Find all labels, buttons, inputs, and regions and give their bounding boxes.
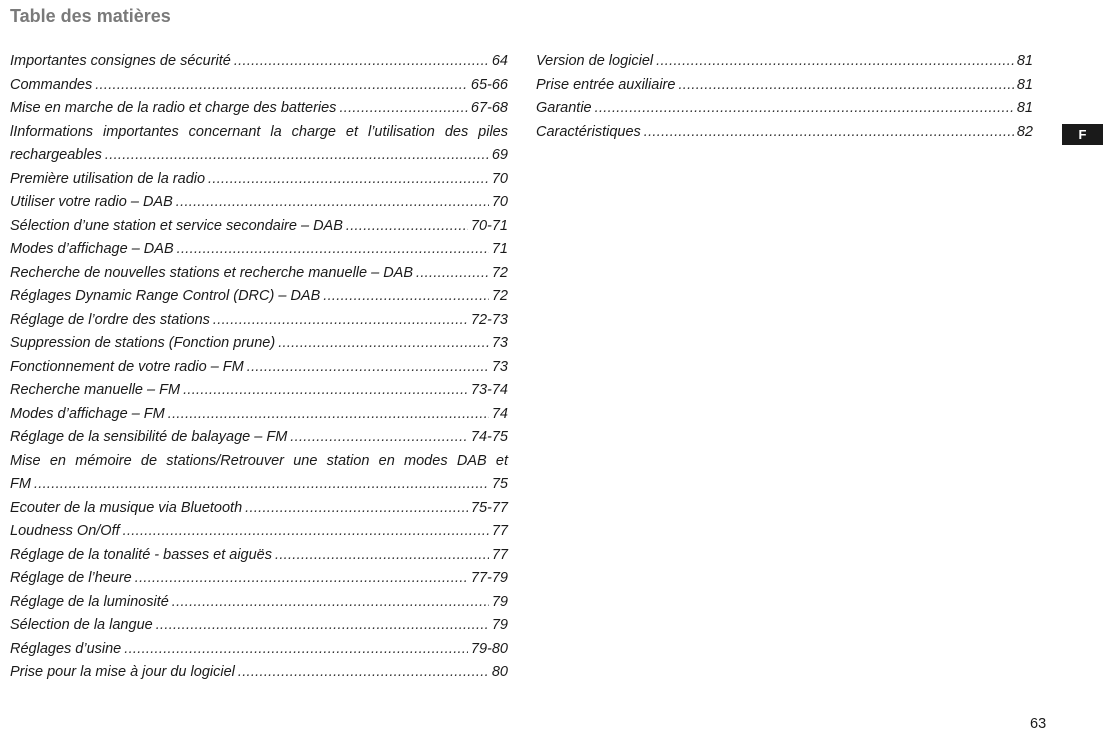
toc-entry-title: Réglage de la sensibilité de balayage – FM (10, 429, 288, 445)
toc-entry-title: Caractéristiques (536, 123, 641, 140)
toc-entry (10, 638, 508, 662)
toc-entry (10, 473, 508, 497)
toc-entry-page: 64 (491, 53, 508, 69)
toc-entry-page: 72 (491, 288, 508, 304)
toc-entry (10, 285, 508, 309)
dot-leader (339, 97, 467, 121)
dot-leader (234, 50, 489, 74)
dot-leader (105, 144, 489, 168)
toc-entry-page: 72 (491, 264, 508, 281)
toc-entry-title: Commandes (10, 76, 93, 93)
toc-entry-page: 73 (491, 335, 508, 351)
toc-entry-page: 70-71 (470, 217, 508, 234)
toc-entry-page: 73-74 (470, 382, 508, 398)
page-number: 63 (1030, 716, 1047, 732)
dot-leader (176, 191, 489, 215)
toc-entry (536, 74, 1033, 98)
toc-entry (10, 661, 508, 685)
toc-entry (10, 567, 508, 591)
toc-entry (10, 144, 508, 168)
toc-entry-title: Prise entrée auxiliaire (536, 76, 676, 93)
toc-entry-page: 77 (491, 546, 508, 563)
toc-entry-title: Garantie (536, 100, 592, 116)
toc-entry-title: Première utilisation de la radio (10, 170, 206, 187)
dot-leader (238, 661, 489, 685)
dot-leader (168, 403, 489, 427)
dot-leader (135, 567, 468, 591)
toc-entry-page: 79-80 (470, 640, 508, 657)
toc-entry (536, 121, 1033, 145)
dot-leader (323, 285, 489, 309)
toc-entry-title: Réglages d’usine (10, 640, 122, 657)
toc-right-column (536, 50, 1033, 144)
dot-leader (678, 74, 1013, 98)
toc-entry-page: 65-66 (470, 76, 508, 93)
dot-leader (245, 497, 468, 521)
toc-entry-title: Réglage de l’heure (10, 570, 132, 586)
toc-entry-page: 70 (491, 170, 508, 187)
toc-entry-page: 81 (1016, 53, 1033, 69)
toc-entry-title: Recherche manuelle – FM (10, 382, 181, 398)
toc-entry-title: Réglages Dynamic Range Control (DRC) – DAB (10, 288, 321, 304)
toc-entry-title: Fonctionnement de votre radio – FM (10, 358, 244, 375)
toc-entry-title: FM (10, 476, 31, 492)
toc-entry (10, 403, 508, 427)
toc-entry-title: Utiliser votre radio – DAB (10, 194, 173, 210)
toc-entry-title: Réglage de la tonalité - basses et aiguës (10, 546, 272, 563)
toc-entry-page: 69 (491, 147, 508, 163)
toc-entry-title: Réglage de la luminosité (10, 593, 169, 610)
toc-entry (10, 614, 508, 638)
dot-leader (172, 591, 489, 615)
toc-entry-title: rechargeables (10, 147, 102, 163)
dot-leader (95, 74, 468, 98)
dot-leader (156, 614, 489, 638)
toc-entry-page: 77-79 (470, 570, 508, 586)
toc-entry (10, 50, 508, 74)
toc-entry (10, 97, 508, 121)
toc-entry-title: Sélection de la langue (10, 617, 153, 633)
dot-leader (213, 309, 468, 333)
toc-entry-page: 67-68 (470, 100, 508, 116)
toc-entry (10, 309, 508, 333)
toc-entry (10, 215, 508, 239)
toc-entry (10, 238, 508, 262)
toc-entry-page: 72-73 (470, 311, 508, 328)
dot-leader (123, 520, 489, 544)
dot-leader (278, 332, 489, 356)
dot-leader (595, 97, 1014, 121)
dot-leader (208, 168, 489, 192)
toc-entry (10, 191, 508, 215)
toc-entry (536, 97, 1033, 121)
toc-entry (10, 379, 508, 403)
toc-entry-page: 74 (491, 405, 508, 422)
toc-entry-title-line: Mise en mémoire de stations/Retrouver une station en modes DAB et (10, 452, 508, 469)
toc-entry-page: 73 (491, 358, 508, 375)
toc-entry-title: Importantes consignes de sécurité (10, 53, 231, 69)
toc-entry-title: Réglage de l’ordre des stations (10, 311, 210, 328)
toc-entry-title: Modes d’affichage – DAB (10, 241, 174, 257)
dot-leader (290, 426, 468, 450)
toc-entry-page: 80 (491, 664, 508, 680)
toc-entry-page: 79 (491, 617, 508, 633)
toc-entry (10, 497, 508, 521)
dot-leader (183, 379, 468, 403)
toc-entry-page: 82 (1016, 123, 1033, 140)
toc-entry (10, 544, 508, 568)
toc-entry (10, 74, 508, 98)
language-tab: F (1062, 124, 1103, 145)
toc-entry (536, 50, 1033, 74)
dot-leader (416, 262, 489, 286)
toc-entry-first-line (10, 121, 508, 145)
toc-entry-title: Ecouter de la musique via Bluetooth (10, 499, 243, 516)
toc-entry-page: 81 (1016, 76, 1033, 93)
dot-leader (644, 121, 1014, 145)
toc-entry-title-line: lInformations importantes concernant la charge et l’utilisation des piles (10, 123, 508, 140)
toc-entry-page: 71 (491, 241, 508, 257)
dot-leader (34, 473, 489, 497)
toc-entry-page: 75 (491, 476, 508, 492)
toc-entry-page: 74-75 (470, 429, 508, 445)
toc-entry (10, 520, 508, 544)
toc-entry-title: Prise pour la mise à jour du logiciel (10, 664, 235, 680)
toc-left-column (10, 50, 508, 685)
toc-entry-title: Version de logiciel (536, 53, 654, 69)
dot-leader (247, 356, 489, 380)
dot-leader (177, 238, 489, 262)
toc-entry-title: Loudness On/Off (10, 523, 120, 539)
toc-entry (10, 332, 508, 356)
toc-entry (10, 356, 508, 380)
toc-entry-title: Recherche de nouvelles stations et recherche manuelle – DAB (10, 264, 414, 281)
dot-leader (656, 50, 1014, 74)
toc-entry-page: 79 (491, 593, 508, 610)
toc-entry-page: 77 (491, 523, 508, 539)
dot-leader (275, 544, 489, 568)
toc-entry-title: Suppression de stations (Fonction prune) (10, 335, 276, 351)
toc-entry-title: Sélection d’une station et service secondaire – DAB (10, 217, 343, 234)
toc-entry (10, 426, 508, 450)
toc-entry-title: Modes d’affichage – FM (10, 405, 165, 422)
dot-leader (346, 215, 468, 239)
toc-entry-title: Mise en marche de la radio et charge des batteries (10, 100, 337, 116)
toc-entry (10, 262, 508, 286)
toc-entry (10, 591, 508, 615)
toc-entry (10, 168, 508, 192)
toc-entry-page: 70 (491, 194, 508, 210)
dot-leader (124, 638, 468, 662)
toc-entry-first-line (10, 450, 508, 474)
toc-entry-page: 81 (1016, 100, 1033, 116)
toc-entry-page: 75-77 (470, 499, 508, 516)
page-title: Table des matières (10, 6, 171, 26)
